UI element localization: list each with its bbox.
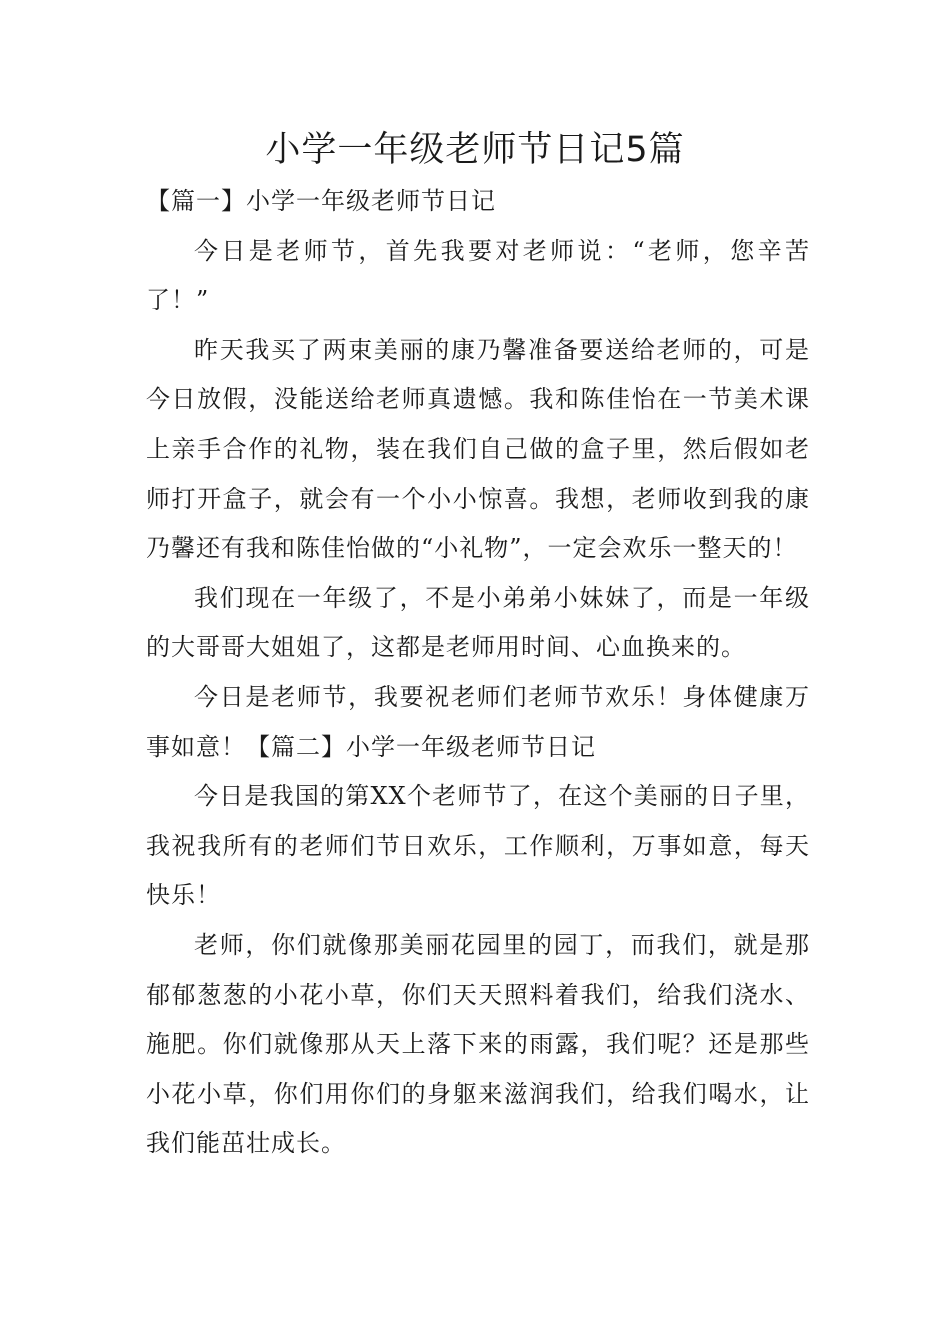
paragraph: 老师，你们就像那美丽花园里的园丁，而我们，就是那郁郁葱葱的小花小草，你们天天照料着我们，给我们浇水、施肥。你们就像那从天上落下来的雨露，我们呢？还是那些小花小草，你们用你们的身躯来滋润我们，给我们喝水，让我们能茁壮成长。 [146,930,810,1158]
document-title: 小学一年级老师节日记5篇 [265,130,685,170]
paragraph: 今日是老师节，我要祝老师们老师节欢乐！身体健康万事如意！【篇二】小学一年级老师节日记 [146,682,810,761]
paragraph: 我们现在一年级了，不是小弟弟小妹妹了，而是一年级的大哥哥大姐姐了，这都是老师用时间、心血换来的。 [146,583,810,662]
section-heading-1: 【篇一】小学一年级老师节日记 [146,187,496,215]
paragraph: 今日是老师节，首先我要对老师说：“老师，您辛苦了！” [146,236,810,315]
paragraph: 昨天我买了两束美丽的康乃馨准备要送给老师的，可是今日放假，没能送给老师真遗憾。我和陈佳怡在一节美术课上亲手合作的礼物，装在我们自己做的盒子里，然后假如老师打开盒子，就会有一个小小惊喜。我想，老师收到我的康乃馨还有我和陈佳怡做的“小礼物”，一定会欢乐一整天的！ [146,335,810,563]
document-body [146,177,810,1169]
paragraph: 今日是我国的第XX个老师节了，在这个美丽的日子里，我祝我所有的老师们节日欢乐，工作顺利，万事如意，每天快乐！ [146,782,810,910]
